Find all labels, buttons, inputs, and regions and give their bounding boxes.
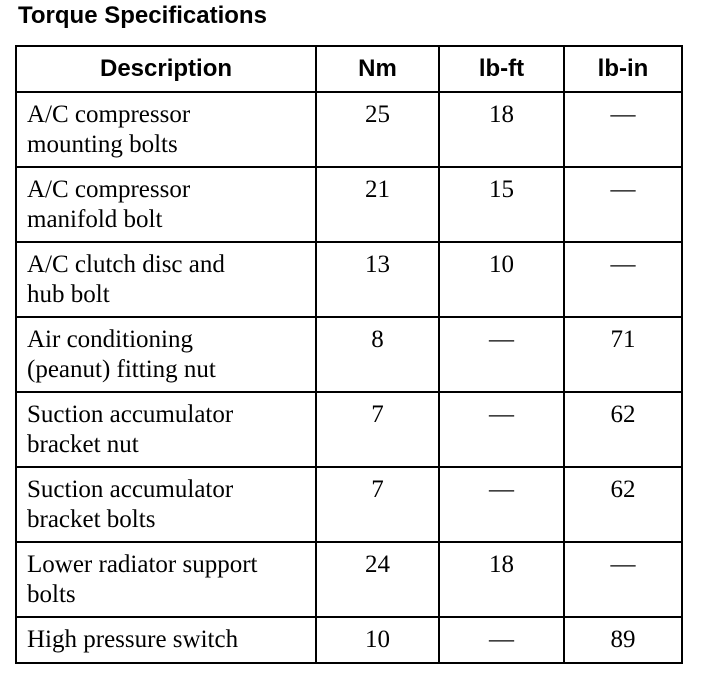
lbin-cell: 62: [564, 392, 682, 467]
description-cell: [16, 617, 316, 663]
description-line: manifold bolt: [27, 206, 163, 233]
column-header-nm: Nm: [316, 46, 439, 92]
description-cell: [16, 242, 316, 317]
table-row: [16, 392, 682, 467]
nm-cell: 21: [316, 167, 439, 242]
torque-spec-table: [15, 45, 683, 664]
lbft-cell: 15: [439, 167, 564, 242]
description-line: hub bolt: [27, 281, 110, 308]
lbft-cell: 18: [439, 542, 564, 617]
lbft-cell: —: [439, 392, 564, 467]
description-cell: [16, 92, 316, 167]
description-cell: [16, 392, 316, 467]
lbin-cell: 89: [564, 617, 682, 663]
lbft-cell: —: [439, 617, 564, 663]
lbin-cell: —: [564, 242, 682, 317]
description-line: bracket nut: [27, 431, 139, 458]
lbin-cell: —: [564, 542, 682, 617]
page-title: Torque Specifications: [18, 2, 267, 29]
table-row: [16, 167, 682, 242]
table-row: [16, 467, 682, 542]
lbft-cell: —: [439, 467, 564, 542]
description-line: Air conditioning: [27, 326, 193, 353]
table-row: [16, 92, 682, 167]
nm-cell: 25: [316, 92, 439, 167]
table-row: [16, 317, 682, 392]
nm-cell: 7: [316, 467, 439, 542]
description-line: A/C clutch disc and: [27, 251, 225, 278]
description-cell: [16, 167, 316, 242]
column-header-lbin: lb-in: [564, 46, 682, 92]
table-row: [16, 242, 682, 317]
table-row: [16, 617, 682, 663]
nm-cell: 8: [316, 317, 439, 392]
nm-cell: 7: [316, 392, 439, 467]
description-line: A/C compressor: [27, 176, 191, 203]
table-header-row: [16, 46, 682, 92]
lbin-cell: —: [564, 92, 682, 167]
column-header-lbft: lb-ft: [439, 46, 564, 92]
lbft-cell: —: [439, 317, 564, 392]
lbin-cell: 62: [564, 467, 682, 542]
description-line: (peanut) fitting nut: [27, 356, 216, 383]
column-header-description: Description: [16, 46, 316, 92]
description-line: Suction accumulator: [27, 401, 234, 428]
lbft-cell: 18: [439, 92, 564, 167]
description-line: A/C compressor: [27, 101, 191, 128]
table-row: [16, 542, 682, 617]
description-cell: [16, 317, 316, 392]
description-line: mounting bolts: [27, 131, 178, 158]
description-cell: [16, 542, 316, 617]
description-line: bracket bolts: [27, 506, 156, 533]
description-cell: [16, 467, 316, 542]
nm-cell: 13: [316, 242, 439, 317]
description-line: Suction accumulator: [27, 476, 234, 503]
description-line: bolts: [27, 581, 76, 608]
lbft-cell: 10: [439, 242, 564, 317]
nm-cell: 10: [316, 617, 439, 663]
description-line: Lower radiator support: [27, 551, 258, 578]
lbin-cell: —: [564, 167, 682, 242]
lbin-cell: 71: [564, 317, 682, 392]
description-line: High pressure switch: [27, 626, 239, 653]
nm-cell: 24: [316, 542, 439, 617]
